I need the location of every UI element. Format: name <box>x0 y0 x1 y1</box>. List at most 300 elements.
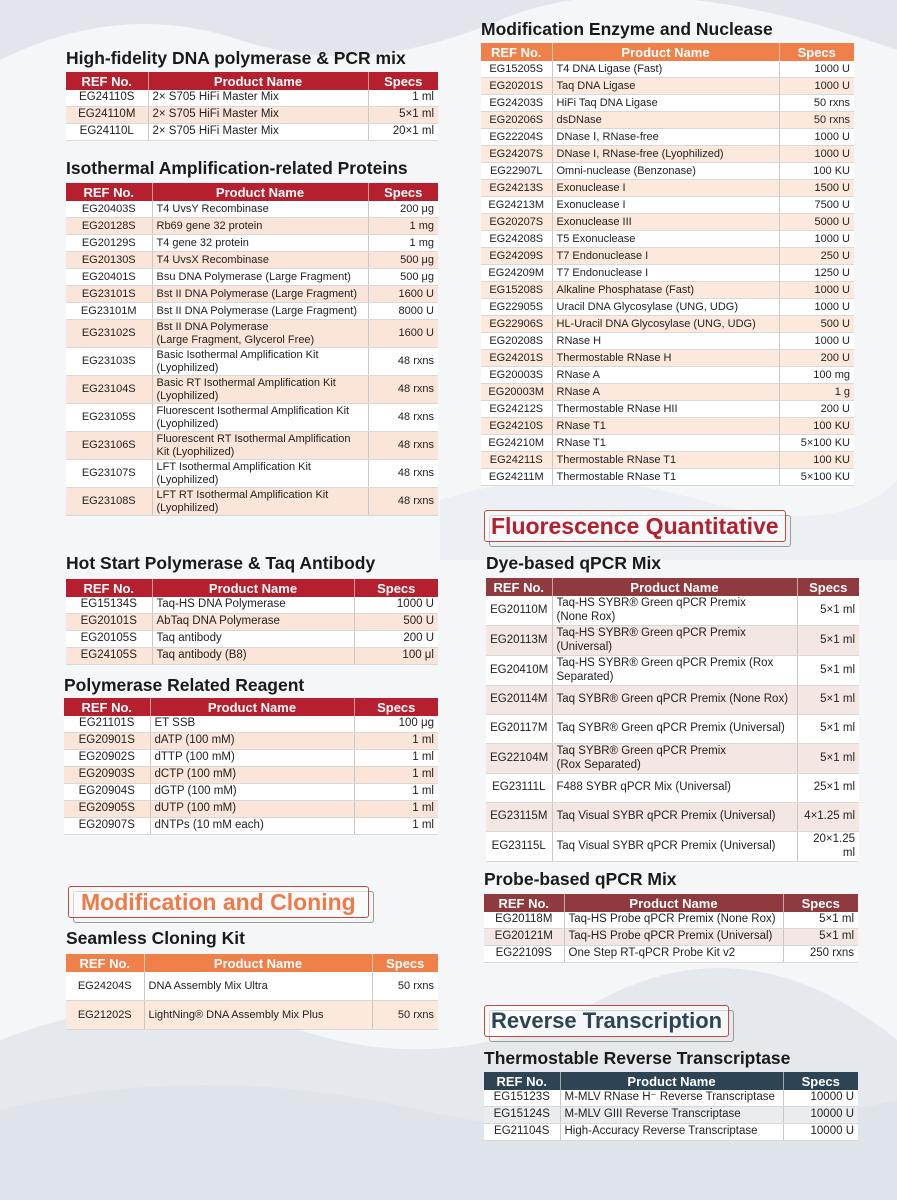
specs-cell: 5×1 ml <box>783 929 858 946</box>
ref-cell: EG20105S <box>66 631 152 648</box>
product-name-cell: Taq-HS SYBR® Green qPCR Premix (Universal) <box>552 626 797 656</box>
ref-cell: EG22907L <box>481 163 552 180</box>
header-product-name: Product Name <box>152 579 354 597</box>
specs-cell: 48 rxns <box>368 432 438 460</box>
header-ref: REF No. <box>66 183 152 201</box>
product-name-cell: Thermostable RNase H <box>552 350 779 367</box>
product-name-cell: dTTP (100 mM) <box>150 750 354 767</box>
specs-cell: 1 ml <box>354 750 438 767</box>
product-name-cell: DNase Ⅰ, RNase-free <box>552 129 779 146</box>
ref-cell: EG23106S <box>66 432 152 460</box>
product-name-cell: 2× S705 HiFi Master Mix <box>148 90 368 107</box>
probe-title: Probe-based qPCR Mix <box>484 869 677 889</box>
table-row <box>481 299 854 316</box>
ref-cell: EG20905S <box>64 801 150 818</box>
table-row <box>481 248 854 265</box>
hot-section <box>66 552 438 665</box>
ref-cell: EG20904S <box>64 784 150 801</box>
ref-cell: EG24203S <box>481 95 552 112</box>
ref-cell: EG20129S <box>66 235 152 252</box>
ref-cell: EG24201S <box>481 350 552 367</box>
table-header-row <box>66 72 438 90</box>
specs-cell: 48 rxns <box>368 376 438 404</box>
fluorescence-banner <box>484 510 786 542</box>
specs-cell: 5×1 ml <box>797 744 859 774</box>
table-row <box>66 597 438 614</box>
table-row <box>64 784 438 801</box>
table-header-row <box>66 183 438 201</box>
product-name-cell: Taq-HS DNA Polymerase <box>152 597 354 614</box>
ref-cell: EG22109S <box>484 946 564 963</box>
table-row <box>66 269 438 286</box>
seam-section <box>66 927 438 1030</box>
product-name-cell: Basic Isothermal Amplification Kit (Lyophilized) <box>152 348 368 376</box>
table-row <box>481 469 854 486</box>
product-name-cell: HiFi Taq DNA Ligase <box>552 95 779 112</box>
table-row <box>481 401 854 418</box>
table-header-row <box>66 954 438 972</box>
ref-cell: EG24204S <box>66 972 144 1001</box>
ref-cell: EG23101M <box>66 303 152 320</box>
specs-cell: 1000 U <box>779 282 854 299</box>
modification-banner <box>68 886 369 918</box>
specs-cell: 5×1 ml <box>797 626 859 656</box>
specs-cell: 100 mg <box>779 367 854 384</box>
product-name-cell: AbTaq DNA Polymerase <box>152 614 354 631</box>
specs-cell: 5×1 ml <box>368 107 438 124</box>
ref-cell: EG23105S <box>66 404 152 432</box>
header-product-name: Product Name <box>152 183 368 201</box>
iso-table <box>66 183 438 516</box>
ref-cell: EG24213S <box>481 180 552 197</box>
specs-cell: 50 rxns <box>372 972 438 1001</box>
ref-cell: EG20907S <box>64 818 150 835</box>
specs-cell: 500 μg <box>368 252 438 269</box>
probe-table <box>484 894 858 963</box>
product-name-cell: T5 Exonuclease <box>552 231 779 248</box>
header-specs: Specs <box>783 1072 858 1090</box>
ref-cell: EG20128S <box>66 218 152 235</box>
specs-cell: 1 ml <box>354 818 438 835</box>
ref-cell: EG20207S <box>481 214 552 231</box>
product-name-cell: RNase H <box>552 333 779 350</box>
reverse-transcription-banner-label: Reverse Transcription <box>484 1005 729 1037</box>
product-name-cell: Taq-HS Probe qPCR Premix (None Rox) <box>564 912 783 929</box>
ref-cell: EG24212S <box>481 401 552 418</box>
enz-section <box>481 18 854 486</box>
header-ref: REF No. <box>484 1072 560 1090</box>
ref-cell: EG22204S <box>481 129 552 146</box>
ref-cell: EG24209M <box>481 265 552 282</box>
dye-table <box>486 578 859 862</box>
product-name-cell: One Step RT-qPCR Probe Kit v2 <box>564 946 783 963</box>
table-row <box>484 1124 858 1141</box>
header-ref: REF No. <box>481 43 552 61</box>
product-name-cell: Taq DNA Ligase <box>552 78 779 95</box>
ref-cell: EG20101S <box>66 614 152 631</box>
product-name-cell: M-MLV GIII Reverse Transcriptase <box>560 1107 783 1124</box>
ref-cell: EG20410M <box>486 656 552 686</box>
table-row <box>66 348 438 376</box>
table-row <box>481 163 854 180</box>
product-name-cell: Basic RT Isothermal Amplification Kit (Lyophilized) <box>152 376 368 404</box>
specs-cell: 1000 U <box>779 61 854 78</box>
specs-cell: 1 mg <box>368 235 438 252</box>
specs-cell: 10000 U <box>783 1090 858 1107</box>
specs-cell: 10000 U <box>783 1107 858 1124</box>
specs-cell: 20×1 ml <box>368 124 438 141</box>
specs-cell: 7500 U <box>779 197 854 214</box>
table-row <box>486 715 859 744</box>
ref-cell: EG20901S <box>64 733 150 750</box>
ref-cell: EG24209S <box>481 248 552 265</box>
specs-cell: 5×1 ml <box>783 912 858 929</box>
specs-cell: 200 U <box>779 401 854 418</box>
hot-table <box>66 579 438 665</box>
prr-table <box>64 698 438 835</box>
ref-cell: EG24110S <box>66 90 148 107</box>
header-ref: REF No. <box>66 579 152 597</box>
specs-cell: 1000 U <box>779 231 854 248</box>
dye-section <box>486 552 859 862</box>
table-row <box>481 316 854 333</box>
header-specs: Specs <box>797 578 859 596</box>
product-name-cell: Taq Visual SYBR qPCR Premix (Universal) <box>552 832 797 862</box>
ref-cell: EG23108S <box>66 488 152 516</box>
ref-cell: EG24210M <box>481 435 552 452</box>
seam-table <box>66 954 438 1030</box>
ref-cell: EG22905S <box>481 299 552 316</box>
header-specs: Specs <box>354 579 438 597</box>
modification-banner-label: Modification and Cloning <box>68 886 369 918</box>
ref-cell: EG20113M <box>486 626 552 656</box>
seam-title: Seamless Cloning Kit <box>66 928 245 948</box>
table-row <box>486 686 859 715</box>
product-name-cell: Bsu DNA Polymerase (Large Fragment) <box>152 269 368 286</box>
ref-cell: EG23103S <box>66 348 152 376</box>
specs-cell: 25×1 ml <box>797 774 859 803</box>
table-header-row <box>481 43 854 61</box>
product-name-cell: High-Accuracy Reverse Transcriptase <box>560 1124 783 1141</box>
specs-cell: 100 KU <box>779 163 854 180</box>
specs-cell: 500 U <box>354 614 438 631</box>
table-header-row <box>66 579 438 597</box>
product-name-cell: F488 SYBR qPCR Mix (Universal) <box>552 774 797 803</box>
product-name-cell: RNase A <box>552 384 779 401</box>
table-row <box>64 767 438 784</box>
reverse-transcription-banner <box>484 1005 729 1037</box>
table-row <box>484 946 858 963</box>
product-name-cell: dGTP (100 mM) <box>150 784 354 801</box>
ref-cell: EG23104S <box>66 376 152 404</box>
table-row <box>484 1107 858 1124</box>
rt-table <box>484 1072 858 1141</box>
ref-cell: EG20903S <box>64 767 150 784</box>
table-row <box>481 350 854 367</box>
ref-cell: EG24210S <box>481 418 552 435</box>
rt-section <box>484 1047 858 1141</box>
table-row <box>481 418 854 435</box>
header-product-name: Product Name <box>552 43 779 61</box>
ref-cell: EG20110M <box>486 596 552 626</box>
ref-cell: EG20003M <box>481 384 552 401</box>
product-name-cell: Taq-HS SYBR® Green qPCR Premix (None Rox) <box>552 596 797 626</box>
ref-cell: EG20403S <box>66 201 152 218</box>
enz-title: Modification Enzyme and Nuclease <box>481 19 773 39</box>
product-name-cell: dUTP (100 mM) <box>150 801 354 818</box>
table-row <box>481 129 854 146</box>
table-row <box>66 90 438 107</box>
header-ref: REF No. <box>486 578 552 596</box>
product-name-cell: HL-Uracil DNA Glycosylase (UNG, UDG) <box>552 316 779 333</box>
product-name-cell: Taq antibody (B8) <box>152 648 354 665</box>
ref-cell: EG24105S <box>66 648 152 665</box>
specs-cell: 1 g <box>779 384 854 401</box>
product-name-cell: RNase T1 <box>552 418 779 435</box>
ref-cell: EG23111L <box>486 774 552 803</box>
ref-cell: EG21202S <box>66 1001 144 1030</box>
specs-cell: 1000 U <box>779 129 854 146</box>
table-header-row <box>64 698 438 716</box>
specs-cell: 5000 U <box>779 214 854 231</box>
table-row <box>66 432 438 460</box>
product-name-cell: Rb69 gene 32 protein <box>152 218 368 235</box>
header-specs: Specs <box>354 698 438 716</box>
ref-cell: EG15134S <box>66 597 152 614</box>
header-product-name: Product Name <box>552 578 797 596</box>
table-row <box>66 252 438 269</box>
enz-table <box>481 43 854 486</box>
specs-cell: 500 U <box>779 316 854 333</box>
header-product-name: Product Name <box>144 954 372 972</box>
ref-cell: EG20201S <box>481 78 552 95</box>
specs-cell: 48 rxns <box>368 348 438 376</box>
ref-cell: EG24211S <box>481 452 552 469</box>
ref-cell: EG15123S <box>484 1090 560 1107</box>
table-row <box>481 282 854 299</box>
specs-cell: 100 μl <box>354 648 438 665</box>
product-name-cell: Fluorescent RT Isothermal Amplification Kit (Lyophilized) <box>152 432 368 460</box>
product-name-cell: Taq Visual SYBR qPCR Premix (Universal) <box>552 803 797 832</box>
specs-cell: 48 rxns <box>368 460 438 488</box>
header-ref: REF No. <box>66 954 144 972</box>
table-row <box>486 596 859 626</box>
ref-cell: EG23107S <box>66 460 152 488</box>
specs-cell: 5×1 ml <box>797 715 859 744</box>
ref-cell: EG24208S <box>481 231 552 248</box>
specs-cell: 500 μg <box>368 269 438 286</box>
table-row <box>481 367 854 384</box>
specs-cell: 1 ml <box>354 801 438 818</box>
product-name-cell: Bst II DNA Polymerase (Large Fragment) <box>152 286 368 303</box>
specs-cell: 5×100 KU <box>779 435 854 452</box>
product-name-cell: dNTPs (10 mM each) <box>150 818 354 835</box>
specs-cell: 1000 U <box>779 78 854 95</box>
ref-cell: EG23115M <box>486 803 552 832</box>
header-product-name: Product Name <box>148 72 368 90</box>
rt-title: Thermostable Reverse Transcriptase <box>484 1048 791 1068</box>
table-row <box>66 488 438 516</box>
specs-cell: 1 ml <box>354 733 438 750</box>
product-name-cell: LightNing® DNA Assembly Mix Plus <box>144 1001 372 1030</box>
specs-cell: 100 KU <box>779 452 854 469</box>
table-row <box>481 265 854 282</box>
ref-cell: EG20130S <box>66 252 152 269</box>
specs-cell: 1000 U <box>354 597 438 614</box>
specs-cell: 1250 U <box>779 265 854 282</box>
header-specs: Specs <box>783 894 858 912</box>
ref-cell: EG15124S <box>484 1107 560 1124</box>
specs-cell: 250 U <box>779 248 854 265</box>
product-name-cell: Taq SYBR® Green qPCR Premix (None Rox) <box>552 686 797 715</box>
table-row <box>66 124 438 141</box>
table-header-row <box>484 1072 858 1090</box>
ref-cell: EG21104S <box>484 1124 560 1141</box>
ref-cell: EG20114M <box>486 686 552 715</box>
product-name-cell: Alkaline Phosphatase (Fast) <box>552 282 779 299</box>
specs-cell: 5×1 ml <box>797 656 859 686</box>
header-specs: Specs <box>372 954 438 972</box>
table-row <box>481 112 854 129</box>
table-row <box>64 818 438 835</box>
table-row <box>481 95 854 112</box>
ref-cell: EG20206S <box>481 112 552 129</box>
table-row <box>66 460 438 488</box>
product-name-cell: Omni-nuclease (Benzonase) <box>552 163 779 180</box>
specs-cell: 5×100 KU <box>779 469 854 486</box>
product-name-cell: Bst II DNA Polymerase (Large Fragment) <box>152 303 368 320</box>
specs-cell: 100 μg <box>354 716 438 733</box>
iso-section <box>66 157 438 516</box>
ref-cell: EG20003S <box>481 367 552 384</box>
specs-cell: 1 ml <box>354 784 438 801</box>
ref-cell: EG20401S <box>66 269 152 286</box>
ref-cell: EG15205S <box>481 61 552 78</box>
product-name-cell: T4 DNA Ligase (Fast) <box>552 61 779 78</box>
product-name-cell: Thermostable RNase T1 <box>552 469 779 486</box>
specs-cell: 250 rxns <box>783 946 858 963</box>
table-row <box>486 656 859 686</box>
specs-cell: 1 mg <box>368 218 438 235</box>
table-row <box>486 774 859 803</box>
product-name-cell: RNase A <box>552 367 779 384</box>
ref-cell: EG24110L <box>66 124 148 141</box>
table-row <box>66 303 438 320</box>
table-row <box>66 286 438 303</box>
table-row <box>481 61 854 78</box>
product-name-cell: T4 UvsY Recombinase <box>152 201 368 218</box>
ref-cell: EG20118M <box>484 912 564 929</box>
table-row <box>486 744 859 774</box>
hifi-section <box>66 47 438 141</box>
specs-cell: 50 rxns <box>779 112 854 129</box>
product-name-cell: dATP (100 mM) <box>150 733 354 750</box>
table-row <box>481 452 854 469</box>
table-row <box>481 78 854 95</box>
product-name-cell: M-MLV RNase H⁻ Reverse Transcriptase <box>560 1090 783 1107</box>
table-row <box>66 404 438 432</box>
specs-cell: 100 KU <box>779 418 854 435</box>
table-row <box>481 146 854 163</box>
product-name-cell: Taq antibody <box>152 631 354 648</box>
ref-cell: EG20208S <box>481 333 552 350</box>
specs-cell: 1000 U <box>779 299 854 316</box>
ref-cell: EG24110M <box>66 107 148 124</box>
table-row <box>484 929 858 946</box>
specs-cell: 50 rxns <box>779 95 854 112</box>
specs-cell: 4×1.25 ml <box>797 803 859 832</box>
specs-cell: 48 rxns <box>368 488 438 516</box>
ref-cell: EG24211M <box>481 469 552 486</box>
header-ref: REF No. <box>64 698 150 716</box>
specs-cell: 8000 U <box>368 303 438 320</box>
table-row <box>66 107 438 124</box>
table-row <box>64 750 438 767</box>
product-name-cell: Taq SYBR® Green qPCR Premix (Rox Separated) <box>552 744 797 774</box>
table-row <box>66 320 438 348</box>
product-name-cell: Exonuclease I <box>552 197 779 214</box>
table-header-row <box>486 578 859 596</box>
hot-title: Hot Start Polymerase & Taq Antibody <box>66 553 376 573</box>
specs-cell: 10000 U <box>783 1124 858 1141</box>
hifi-title: High-fidelity DNA polymerase & PCR mix <box>66 48 406 68</box>
product-name-cell: T7 Endonuclease I <box>552 265 779 282</box>
header-product-name: Product Name <box>150 698 354 716</box>
ref-cell: EG22906S <box>481 316 552 333</box>
ref-cell: EG23101S <box>66 286 152 303</box>
product-name-cell: RNase T1 <box>552 435 779 452</box>
product-name-cell: dsDNase <box>552 112 779 129</box>
table-row <box>486 626 859 656</box>
table-row <box>66 235 438 252</box>
product-name-cell: dCTP (100 mM) <box>150 767 354 784</box>
table-row <box>66 218 438 235</box>
table-row <box>481 231 854 248</box>
fluorescence-banner-label: Fluorescence Quantitative <box>484 510 786 542</box>
ref-cell: EG24207S <box>481 146 552 163</box>
product-name-cell: DNA Assembly Mix Ultra <box>144 972 372 1001</box>
specs-cell: 20×1.25 ml <box>797 832 859 862</box>
header-specs: Specs <box>368 72 438 90</box>
prr-title: Polymerase Related Reagent <box>64 675 305 695</box>
specs-cell: 1 ml <box>368 90 438 107</box>
product-name-cell: Thermostable RNase HII <box>552 401 779 418</box>
ref-cell: EG15208S <box>481 282 552 299</box>
specs-cell: 1500 U <box>779 180 854 197</box>
ref-cell: EG22104M <box>486 744 552 774</box>
header-specs: Specs <box>779 43 854 61</box>
ref-cell: EG24213M <box>481 197 552 214</box>
table-row <box>64 733 438 750</box>
table-row <box>66 614 438 631</box>
ref-cell: EG20117M <box>486 715 552 744</box>
product-name-cell: Taq SYBR® Green qPCR Premix (Universal) <box>552 715 797 744</box>
product-name-cell: T4 UvsX Recombinase <box>152 252 368 269</box>
header-ref: REF No. <box>66 72 148 90</box>
table-row <box>66 972 438 1001</box>
product-name-cell: ET SSB <box>150 716 354 733</box>
product-name-cell: DNase I, RNase-free (Lyophilized) <box>552 146 779 163</box>
table-row <box>486 832 859 862</box>
table-row <box>484 912 858 929</box>
table-row <box>66 201 438 218</box>
header-product-name: Product Name <box>564 894 783 912</box>
product-name-cell: 2× S705 HiFi Master Mix <box>148 107 368 124</box>
table-row <box>481 435 854 452</box>
table-row <box>484 1090 858 1107</box>
product-name-cell: Fluorescent Isothermal Amplification Kit (Lyophilized) <box>152 404 368 432</box>
product-name-cell: Thermostable RNase T1 <box>552 452 779 469</box>
